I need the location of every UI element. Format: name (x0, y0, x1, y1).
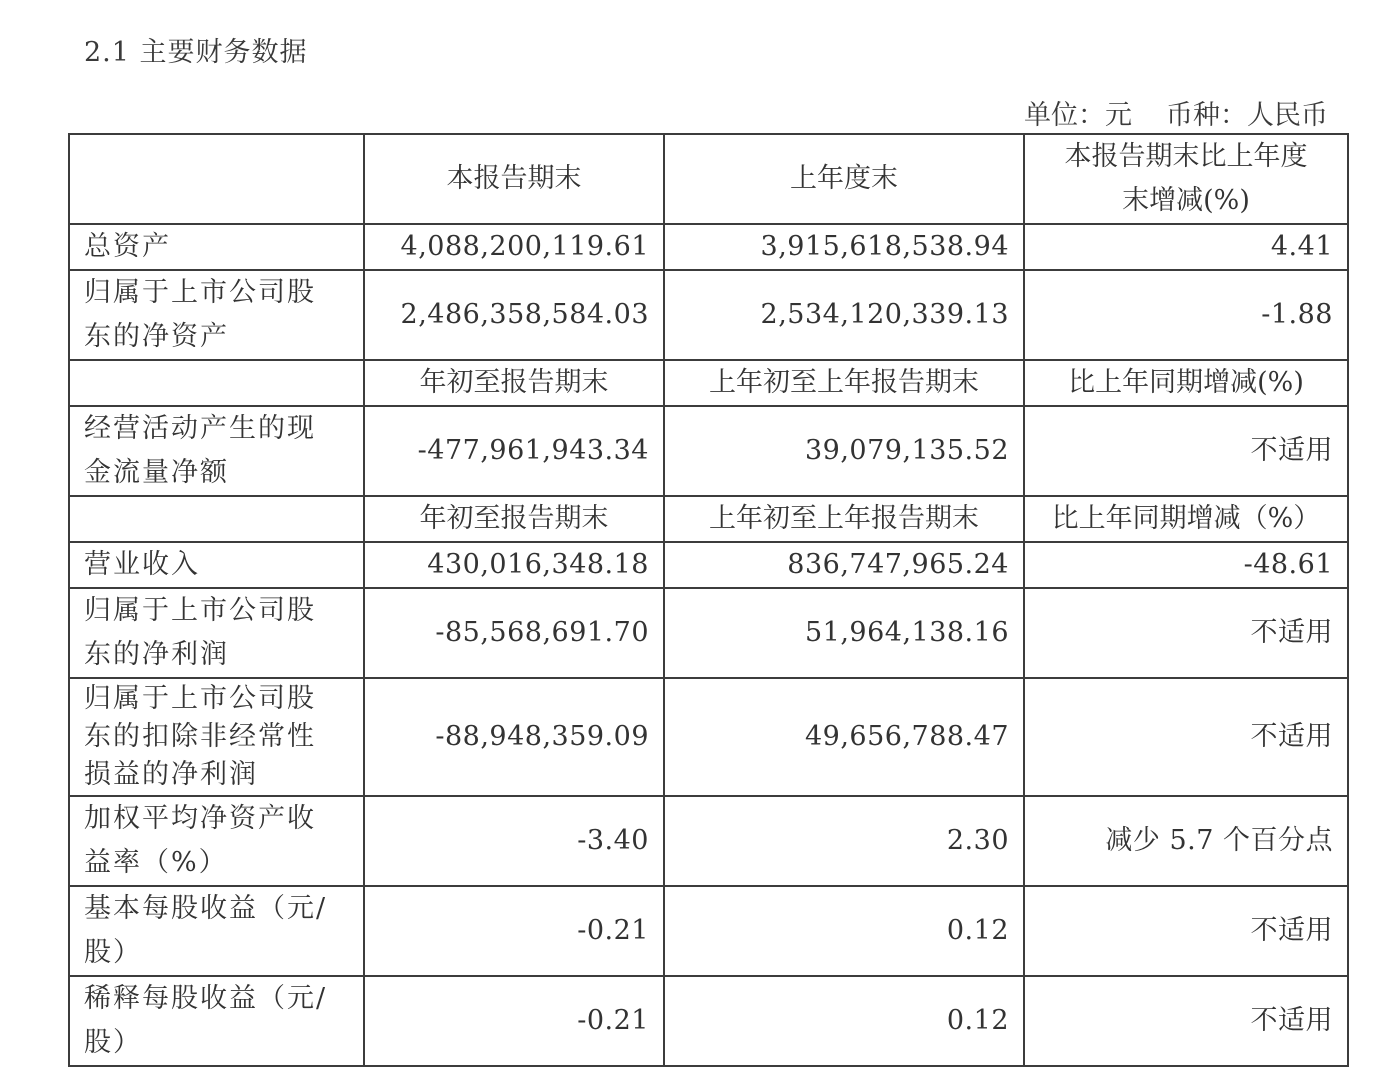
table-row (69, 886, 1348, 976)
net-assets-prior: 2,534,120,339.13 (664, 270, 1024, 360)
table-row (69, 542, 1348, 588)
subheader-empty-cell (69, 496, 364, 542)
row-label-roe (69, 796, 364, 886)
label-line: 益率（%） (84, 847, 228, 878)
table-row (69, 406, 1348, 496)
label-line: 损益的净利润 (84, 759, 258, 790)
diluted-eps-prior: 0.12 (664, 976, 1024, 1066)
net-profit-current: -85,568,691.70 (364, 588, 664, 678)
row-label-operating-cash-flow (69, 406, 364, 496)
roe-prior: 2.30 (664, 796, 1024, 886)
basic-eps-change: 不适用 (1024, 886, 1348, 976)
net-profit-deducted-change: 不适用 (1024, 678, 1348, 796)
table-row (69, 588, 1348, 678)
table-row (69, 678, 1348, 796)
basic-eps-current: -0.21 (364, 886, 664, 976)
unit-label: 单位：元 (1024, 100, 1132, 131)
diluted-eps-change: 不适用 (1024, 976, 1348, 1066)
label-line: 归属于上市公司股 (84, 595, 316, 626)
subheader-empty-cell (69, 360, 364, 406)
header-period-end: 本报告期末 (364, 134, 664, 224)
subheader-prior-ytd: 上年初至上年报告期末 (664, 360, 1024, 406)
subheader-change: 比上年同期增减(%) (1024, 360, 1348, 406)
row-label-revenue: 营业收入 (69, 542, 364, 588)
revenue-prior: 836,747,965.24 (664, 542, 1024, 588)
header-change-pct (1024, 134, 1348, 224)
label-line: 股） (84, 1027, 142, 1058)
cash-flow-current: -477,961,943.34 (364, 406, 664, 496)
header-prior-year-end: 上年度末 (664, 134, 1024, 224)
label-line: 金流量净额 (84, 457, 229, 488)
row-label-net-profit-deducted (69, 678, 364, 796)
row-label-total-assets: 总资产 (69, 224, 364, 270)
table-row (69, 270, 1348, 360)
label-line: 基本每股收益（元/ (84, 893, 328, 924)
row-label-basic-eps (69, 886, 364, 976)
cash-flow-prior: 39,079,135.52 (664, 406, 1024, 496)
table-header-row (69, 134, 1348, 224)
currency-label: 币种：人民币 (1166, 100, 1328, 131)
header-empty-cell (69, 134, 364, 224)
row-label-net-assets (69, 270, 364, 360)
basic-eps-prior: 0.12 (664, 886, 1024, 976)
header-change-line2: 末增减(%) (1122, 185, 1250, 216)
table-row (69, 796, 1348, 886)
total-assets-change: 4.41 (1024, 224, 1348, 270)
net-profit-deducted-current: -88,948,359.09 (364, 678, 664, 796)
table-subheader-row (69, 360, 1348, 406)
label-line: 归属于上市公司股 (84, 683, 316, 714)
financial-data-table (68, 133, 1349, 1067)
subheader-ytd: 年初至报告期末 (364, 496, 664, 542)
net-profit-prior: 51,964,138.16 (664, 588, 1024, 678)
table-subheader-row (69, 496, 1348, 542)
net-profit-change: 不适用 (1024, 588, 1348, 678)
subheader-ytd: 年初至报告期末 (364, 360, 664, 406)
cash-flow-change: 不适用 (1024, 406, 1348, 496)
label-line: 经营活动产生的现 (84, 413, 316, 444)
table-row (69, 976, 1348, 1066)
label-line: 加权平均净资产收 (84, 803, 316, 834)
header-change-line1: 本报告期末比上年度 (1064, 141, 1308, 172)
roe-current: -3.40 (364, 796, 664, 886)
table-row (69, 224, 1348, 270)
label-line: 归属于上市公司股 (84, 277, 316, 308)
revenue-current: 430,016,348.18 (364, 542, 664, 588)
label-line: 股） (84, 937, 142, 968)
row-label-net-profit (69, 588, 364, 678)
net-profit-deducted-prior: 49,656,788.47 (664, 678, 1024, 796)
revenue-change: -48.61 (1024, 542, 1348, 588)
label-line: 稀释每股收益（元/ (84, 983, 328, 1014)
diluted-eps-current: -0.21 (364, 976, 664, 1066)
subheader-change: 比上年同期增减（%） (1024, 496, 1348, 542)
total-assets-current: 4,088,200,119.61 (364, 224, 664, 270)
label-line: 东的净利润 (84, 639, 229, 670)
label-line: 东的净资产 (84, 321, 229, 352)
net-assets-current: 2,486,358,584.03 (364, 270, 664, 360)
roe-change: 减少 5.7 个百分点 (1024, 796, 1348, 886)
label-line: 东的扣除非经常性 (84, 721, 316, 752)
total-assets-prior: 3,915,618,538.94 (664, 224, 1024, 270)
subheader-prior-ytd: 上年初至上年报告期末 (664, 496, 1024, 542)
net-assets-change: -1.88 (1024, 270, 1348, 360)
row-label-diluted-eps (69, 976, 364, 1066)
section-title: 2.1 主要财务数据 (84, 37, 308, 68)
unit-currency-line (1024, 93, 1328, 132)
